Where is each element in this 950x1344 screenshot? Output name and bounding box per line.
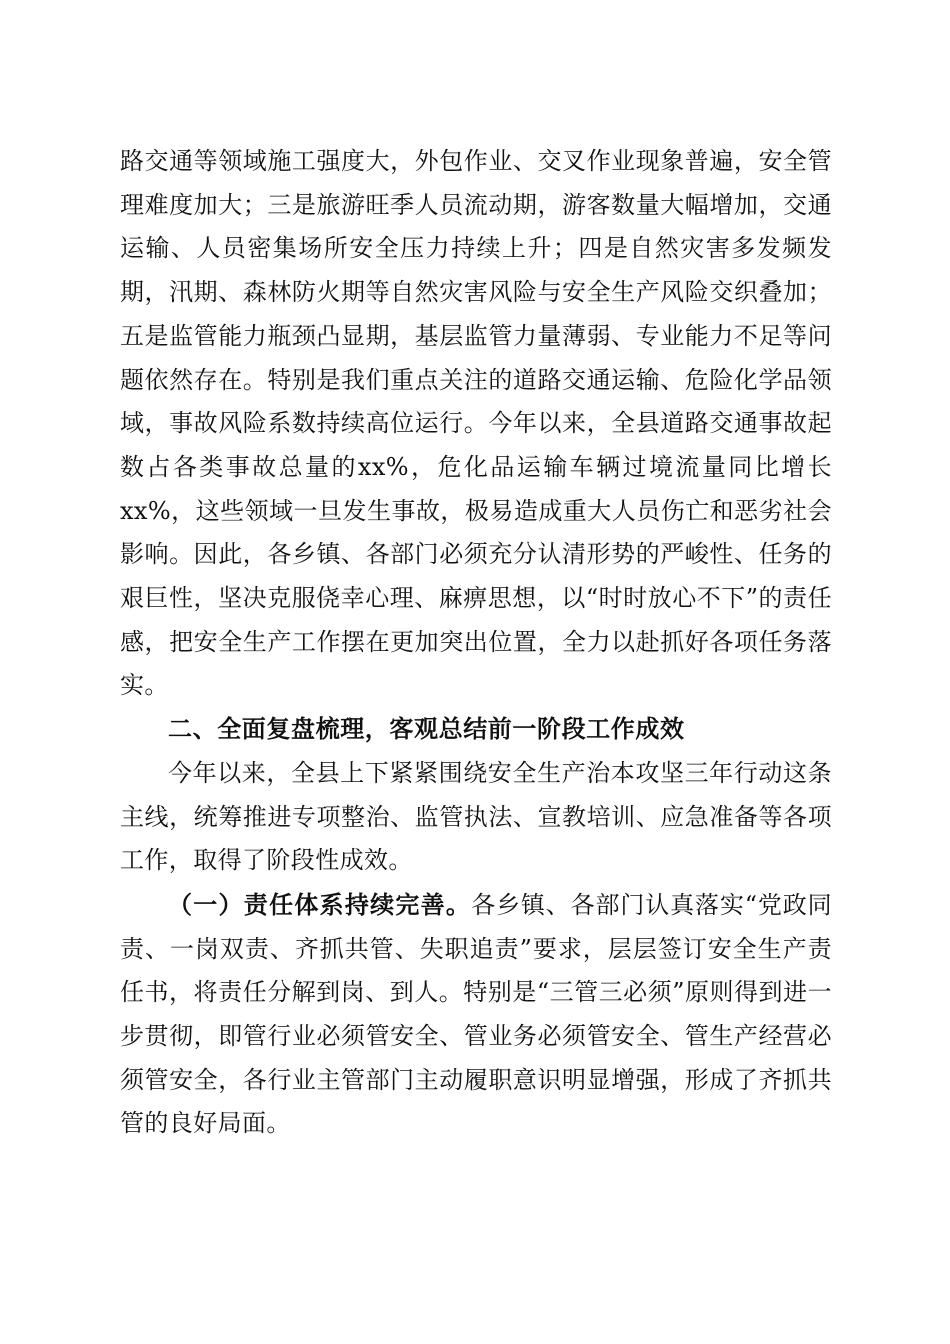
subsection-title: （一）责任体系持续完善。: [168, 889, 472, 919]
paragraph-continued: 路交通等领域施工强度大，外包作业、交叉作业现象普遍，安全管理难度加大；三是旅游旺季人员流动期，游客数量大幅增加，交通运输、人员密集场所安全压力持续上升；四是自然灾害多发频发期，汛期、森林防火期等自然灾害风险与安全生产风险交织叠加；五是监管能力瓶颈凸显期，基层监管力量薄弱、专业能力不足等问题依然存在。特别是我们重点关注的道路交通运输、危险化学品领域，事故风险系数持续高位运行。今年以来，全县道路交通事故起数占各类事故总量的xx%，危化品运输车辆过境流量同比增长xx%，这些领域一旦发生事故，极易造成重大人员伤亡和恶劣社会影响。因此，各乡镇、各部门必须充分认清形势的严峻性、任务的艰巨性，坚决克服侥幸心理、麻痹思想，以“时时放心不下”的责任感，把安全生产工作摆在更加突出位置，全力以赴抓好各项任务落实。: [120, 147, 832, 700]
section-intro-paragraph: 今年以来，全县上下紧紧围绕安全生产治本攻坚三年行动这条主线，统筹推进专项整治、监管执法、宣教培训、应急准备等各项工作，取得了阶段性成效。: [120, 758, 832, 875]
subsection-body: 各乡镇、各部门认真落实“党政同责、一岗双责、齐抓共管、失职追责”要求，层层签订安全生产责任书，将责任分解到岗、到人。特别是“三管三必须”原则得到进一步贯彻，即管行业必须管安全、管业务必须管安全、管生产经营必须管安全，各行业主管部门主动履职意识明显增强，形成了齐抓共管的良好局面。: [120, 890, 832, 1138]
subsection-paragraph: [120, 883, 832, 1146]
document-body: [120, 140, 832, 1146]
section-heading: 二、全面复盘梳理，客观总结前一阶段工作成效: [168, 715, 685, 744]
